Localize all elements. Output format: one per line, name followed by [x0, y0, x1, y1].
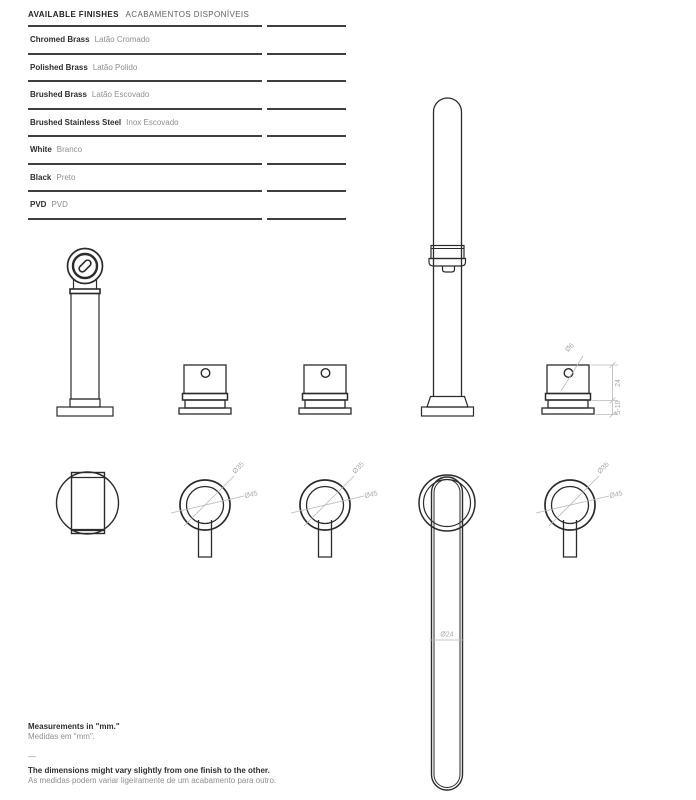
finish-name-pt: Latão Escovado — [91, 90, 150, 100]
finish-name-pt: PVD — [51, 200, 68, 210]
dim-outer-diameter: Ø45 — [243, 490, 259, 500]
dim-base-range: 5-10 — [615, 400, 622, 415]
finish-name-en: PVD — [30, 200, 47, 210]
drawing-spout-side — [422, 98, 474, 416]
drawing-handpiece-top — [57, 472, 119, 534]
drawing-handle-top-left — [171, 461, 258, 557]
finish-name-pt: Latão Polido — [92, 62, 138, 72]
dim-inner-diameter: Ø35 — [596, 461, 611, 476]
finish-name-pt: Inox Escovado — [126, 117, 179, 127]
finish-name-en: Brushed Stainless Steel — [30, 117, 122, 127]
drawing-handpiece-side — [57, 249, 113, 417]
drawing-spout-top — [419, 475, 475, 790]
dim-inner-diameter: Ø35 — [351, 461, 366, 476]
finish-name-pt: Branco — [56, 145, 83, 155]
dim-outer-diameter: Ø45 — [608, 490, 624, 500]
note-disclaimer-pt: As medidas podem variar ligeiramente de um acabamento para outro. — [28, 776, 277, 785]
finish-name-en: White — [30, 145, 52, 155]
note-measurements-pt: Medidas em "mm". — [28, 732, 96, 741]
finish-name-pt: Latão Cromado — [94, 35, 150, 45]
drawing-handle-side-left — [179, 365, 231, 414]
drawing-handle-side-middle — [299, 365, 351, 414]
finish-name-en: Polished Brass — [30, 62, 88, 72]
drawing-handle-top-middle — [291, 461, 378, 557]
finish-name-en: Brushed Brass — [30, 90, 87, 100]
note-divider: — — [28, 752, 36, 761]
drawing-handle-side-dimensioned — [542, 342, 622, 417]
dim-handle-height: 24 — [615, 379, 622, 387]
dim-pin-diameter: Ø6 — [564, 342, 576, 354]
dim-outer-diameter: Ø45 — [363, 490, 379, 500]
finish-name-en: Chromed Brass — [30, 35, 90, 45]
drawing-handle-top-right — [536, 461, 623, 557]
title-en: AVAILABLE FINISHES — [28, 10, 119, 19]
footer-notes — [28, 722, 388, 786]
title-pt: ACABAMENTOS DISPONÍVEIS — [125, 10, 250, 19]
finish-name-pt: Preto — [56, 172, 76, 182]
note-measurements-en: Measurements in "mm." — [28, 722, 120, 731]
note-disclaimer-en: The dimensions might vary slightly from one finish to the other. — [28, 766, 270, 775]
dim-spout-diameter: Ø24 — [440, 631, 454, 639]
dim-inner-diameter: Ø35 — [231, 461, 246, 476]
finish-name-en: Black — [30, 172, 52, 182]
